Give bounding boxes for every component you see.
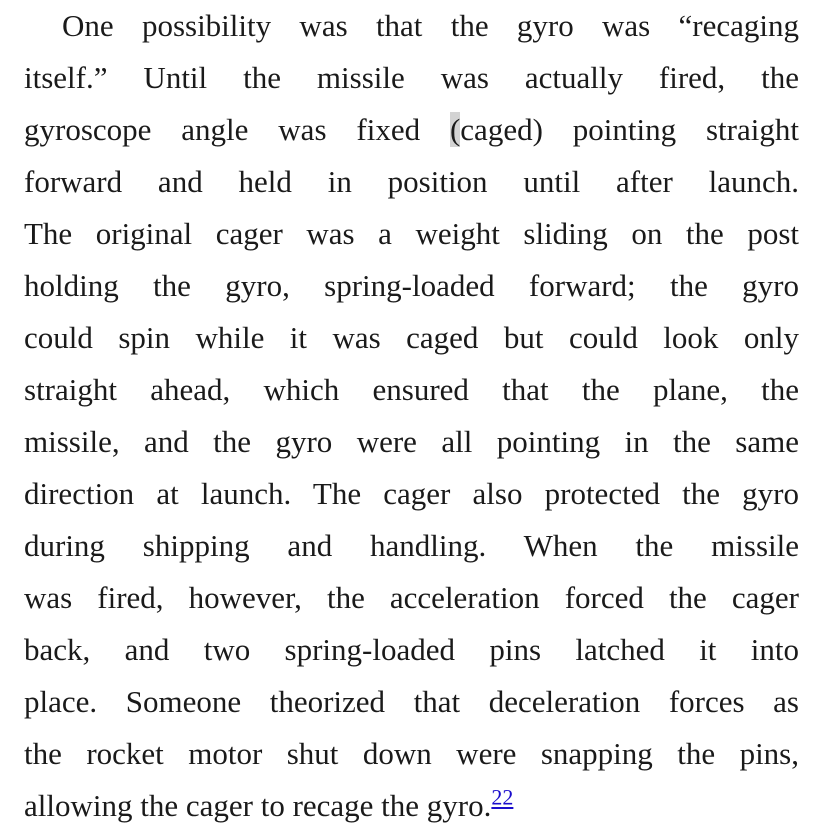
- text-line: direction at launch. The cager also protected the gyro: [24, 476, 799, 511]
- text-line: [24, 728, 799, 780]
- text-line: One possibility was that the gyro was “recaging: [62, 8, 799, 43]
- text-line: place. Someone theorized that deceleration forces as: [24, 684, 799, 719]
- text-cursor-highlight: (: [449, 112, 461, 147]
- text-line: back, and two spring-loaded pins latched it into: [24, 632, 799, 667]
- text-line: [24, 780, 799, 832]
- text-line: missile, and the gyro were all pointing in the same: [24, 424, 799, 459]
- text-span: the rocket motor shut down were snapping the pins: [24, 736, 792, 771]
- reading-page: [24, 0, 799, 828]
- text-line: itself.” Until the missile was actually fired, the: [24, 60, 799, 95]
- text-line: The original cager was a weight sliding on the post: [24, 216, 799, 251]
- text-line: was fired, however, the acceleration forced the cager: [24, 580, 799, 615]
- text-span: ,: [791, 736, 799, 771]
- text-span: allowing the cager to recage the gyro.: [24, 788, 492, 823]
- footnote-link[interactable]: 22: [491, 784, 514, 810]
- text-line: during shipping and handling. When the missile: [24, 528, 799, 563]
- text-line: [24, 104, 799, 156]
- text-line: straight ahead, which ensured that the plane, the: [24, 372, 799, 407]
- text-line: could spin while it was caged but could look only: [24, 320, 799, 355]
- text-line: holding the gyro, spring-loaded forward; the gyro: [24, 268, 799, 303]
- text-line: forward and held in position until after launch.: [24, 164, 799, 199]
- text-span: caged) pointing straight: [460, 112, 799, 147]
- text-span: gyroscope angle was fixed: [24, 112, 450, 147]
